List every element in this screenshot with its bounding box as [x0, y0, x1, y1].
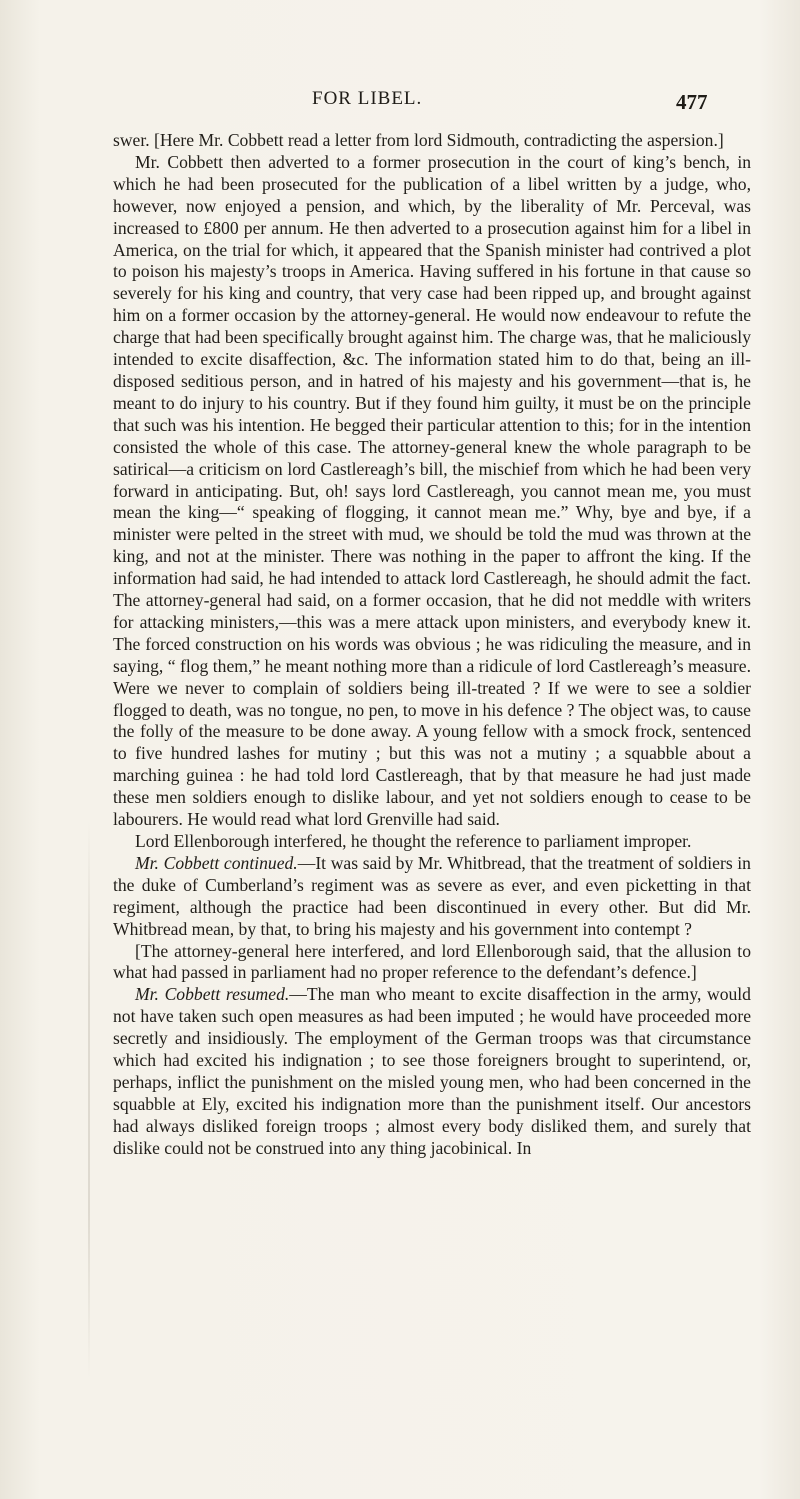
body-text [113, 130, 751, 1160]
margin-shadow [88, 820, 90, 1380]
page-number: 477 [676, 90, 708, 114]
paragraph-text: Mr. Cobbett then adverted to a former prosecution in the court of king’s bench, in which he had been prosecuted for the publication of a libel written by a judge, who, however, now enjoyed a pension, and which, by the liberality of Mr. Perceval, was increased to £800 per annum. He then adverted to a prosecution against him for a libel in America, on the trial for which, it appeared that the Spanish minister had contrived a plot to poison his majesty’s troops in America. Having suffered in his fortune in that cause so severely for his king and country, that very case had been ripped up, and brought against him on a former occasion by the attorney-general. He would now endeavour to refute the charge that had been specifically brought against him. The charge was, that he maliciously intended to excite disaffection, &c. The information stated him to do that, being an ill-disposed seditious person, and in hatred of his majesty and his government—that is, he meant to do injury to his country. But if they found him guilty, it must be on the principle that such was his intention. He begged their particular attention to this; for in the intention consisted the whole of this case. The attorney-general knew the whole paragraph to be satirical—a criticism on lord Castlereagh’s bill, the mischief from which he had been very forward in anticipating. But, oh! says lord Castlereagh, you cannot mean me, you must mean the king—“ speaking of flogging, it cannot mean me.” Why, bye and bye, if a minister were pelted in the street with mud, we should be told the mud was thrown at the king, and not at the minister. There was nothing in the paper to affront the king. If the information had said, he had intended to attack lord Castlereagh, he should admit the fact. The attorney-general had said, on a former occasion, that he did not meddle with writers for attacking ministers,—this was a mere attack upon ministers, and everybody knew it. The forced construction on his words was obvious ; he was ridiculing the measure, and in saying, “ flog them,” he meant nothing more than a ridicule of lord Castlereagh’s measure. Were we never to complain of soldiers being ill-treated ? If we were to see a soldier flogged to death, was no tongue, no pen, to move in his defence ? The object was, to cause the folly of the measure to be done away. A young fellow with a smock frock, sentenced to five hundred lashes for mutiny ; but this was not a mutiny ; a squabble about a marching guinea : he had told lord Castlereagh, that by that measure he had just made these men soldiers enough to dislike labour, and yet not soldiers enough to cease to be labourers. He would read what lord Grenville had said. [113, 151, 751, 830]
paragraph-text: Lord Ellenborough interfered, he thought the reference to parliament improper. [135, 831, 692, 851]
paragraph [113, 853, 751, 941]
running-title: FOR LIBEL. [312, 88, 423, 109]
paragraph-text: swer. [Here Mr. Cobbett read a letter from lord Sidmouth, contradicting the aspersion.] [113, 130, 724, 150]
running-head [0, 88, 800, 118]
speaker-lead: Mr. Cobbett resumed. [135, 984, 290, 1005]
paragraph [113, 130, 751, 152]
paragraph [113, 152, 751, 831]
paragraph-text: —The man who meant to excite disaffection in the army, would not have taken such open measures as had been imputed ; he would have proceeded more secretly and insidiously. The employment of the German troops was that circumstance which had excited his indignation ; to see those foreigners brought to superintend, or, perhaps, inflict the punishment on the misled young men, who had been concerned in the squabble at Ely, excited his indignation more than the punishment itself. Our ancestors had always disliked foreign troops ; almost every body disliked them, and surely that dislike could not be construed into any thing jacobinical. In [113, 984, 751, 1158]
paragraph-text: [The attorney-general here interfered, and lord Ellenborough said, that the allusion to what had passed in parliament had no proper reference to the defendant’s defence.] [113, 940, 751, 983]
paragraph [113, 984, 751, 1159]
paragraph [113, 831, 751, 853]
paragraph-text: —It was said by Mr. Whitbread, that the treatment of soldiers in the duke of Cumberland’s regiment was as severe as ever, and even picketting in that regiment, although the practice had been discontinued in every other. But did Mr. Whitbread mean, by that, to bring his majesty and his government into contempt ? [113, 852, 751, 939]
paragraph [113, 941, 751, 985]
speaker-lead: Mr. Cobbett continued. [135, 852, 298, 873]
